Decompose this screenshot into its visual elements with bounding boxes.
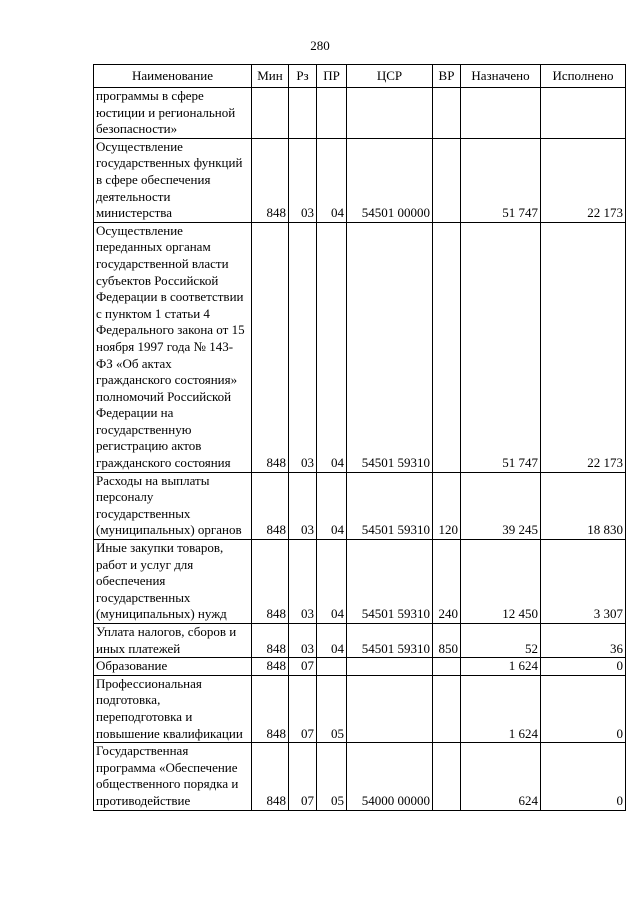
cell-executed — [541, 88, 626, 139]
cell-assigned: 39 245 — [461, 472, 541, 539]
table-row — [94, 138, 626, 222]
column-header-executed: Исполнено — [541, 65, 626, 88]
table-body — [94, 88, 626, 811]
cell-pr: 04 — [317, 138, 347, 222]
table-row — [94, 624, 626, 658]
cell-vr — [433, 743, 461, 810]
cell-executed: 18 830 — [541, 472, 626, 539]
cell-csr: 54501 59310 — [347, 540, 433, 624]
cell-executed: 0 — [541, 743, 626, 810]
cell-rz: 03 — [289, 138, 317, 222]
cell-vr — [433, 138, 461, 222]
column-header-assigned: Назначено — [461, 65, 541, 88]
cell-pr: 04 — [317, 540, 347, 624]
cell-csr: 54000 00000 — [347, 743, 433, 810]
cell-name: Расходы на выплаты персоналу государственных (муниципальных) органов — [94, 472, 252, 539]
cell-pr: 04 — [317, 472, 347, 539]
cell-vr — [433, 675, 461, 742]
cell-vr — [433, 658, 461, 676]
cell-rz — [289, 88, 317, 139]
cell-executed: 36 — [541, 624, 626, 658]
cell-name: Уплата налогов, сборов и иных платежей — [94, 624, 252, 658]
cell-csr — [347, 675, 433, 742]
cell-rz: 07 — [289, 675, 317, 742]
cell-rz: 03 — [289, 222, 317, 472]
cell-executed: 0 — [541, 675, 626, 742]
page-number: 280 — [310, 38, 330, 53]
cell-csr — [347, 88, 433, 139]
cell-rz: 03 — [289, 624, 317, 658]
cell-executed: 22 173 — [541, 222, 626, 472]
cell-executed: 22 173 — [541, 138, 626, 222]
cell-min: 848 — [252, 138, 289, 222]
cell-assigned: 1 624 — [461, 675, 541, 742]
cell-csr: 54501 59310 — [347, 222, 433, 472]
cell-min: 848 — [252, 675, 289, 742]
cell-assigned: 52 — [461, 624, 541, 658]
cell-rz: 07 — [289, 658, 317, 676]
cell-csr: 54501 59310 — [347, 624, 433, 658]
cell-executed: 3 307 — [541, 540, 626, 624]
cell-csr: 54501 59310 — [347, 472, 433, 539]
cell-min: 848 — [252, 658, 289, 676]
cell-pr: 05 — [317, 675, 347, 742]
cell-name: Государственная программа «Обеспечение общественного порядка и противодействие — [94, 743, 252, 810]
column-header-min: Мин — [252, 65, 289, 88]
cell-vr — [433, 88, 461, 139]
cell-pr — [317, 658, 347, 676]
cell-pr: 04 — [317, 624, 347, 658]
cell-min: 848 — [252, 624, 289, 658]
cell-vr — [433, 222, 461, 472]
cell-assigned: 624 — [461, 743, 541, 810]
cell-min — [252, 88, 289, 139]
table-row — [94, 675, 626, 742]
column-header-pr: ПР — [317, 65, 347, 88]
cell-rz: 03 — [289, 472, 317, 539]
cell-assigned: 51 747 — [461, 222, 541, 472]
column-header-vr: ВР — [433, 65, 461, 88]
table-header-row — [94, 65, 626, 88]
cell-name: Образование — [94, 658, 252, 676]
cell-pr: 04 — [317, 222, 347, 472]
cell-rz: 03 — [289, 540, 317, 624]
table-row — [94, 88, 626, 139]
column-header-name: Наименование — [94, 65, 252, 88]
cell-name: Осуществление переданных органам государственной власти субъектов Российской Федерации в соответствии с пунктом 1 статьи 4 Федерального закона от 15 ноября 1997 года № 143-ФЗ «Об актах гражданского состояния» полномочий Российской Федерации на государственную регистрацию актов гражданского состояния — [94, 222, 252, 472]
cell-name: программы в сфере юстиции и региональной безопасности» — [94, 88, 252, 139]
cell-vr: 850 — [433, 624, 461, 658]
cell-min: 848 — [252, 472, 289, 539]
cell-name: Осуществление государственных функций в сфере обеспечения деятельности министерства — [94, 138, 252, 222]
cell-executed: 0 — [541, 658, 626, 676]
cell-pr — [317, 88, 347, 139]
table-row — [94, 472, 626, 539]
cell-pr: 05 — [317, 743, 347, 810]
cell-vr: 120 — [433, 472, 461, 539]
budget-table — [93, 64, 626, 811]
table-row — [94, 222, 626, 472]
cell-assigned: 51 747 — [461, 138, 541, 222]
table-row — [94, 540, 626, 624]
cell-csr — [347, 658, 433, 676]
cell-assigned — [461, 88, 541, 139]
cell-min: 848 — [252, 540, 289, 624]
table-row — [94, 658, 626, 676]
cell-assigned: 12 450 — [461, 540, 541, 624]
column-header-csr: ЦСР — [347, 65, 433, 88]
column-header-rz: Рз — [289, 65, 317, 88]
cell-min: 848 — [252, 743, 289, 810]
cell-vr: 240 — [433, 540, 461, 624]
cell-name: Иные закупки товаров, работ и услуг для обеспечения государственных (муниципальных) нужд — [94, 540, 252, 624]
cell-csr: 54501 00000 — [347, 138, 433, 222]
cell-name: Профессиональная подготовка, переподготовка и повышение квалификации — [94, 675, 252, 742]
cell-min: 848 — [252, 222, 289, 472]
table-row — [94, 743, 626, 810]
cell-rz: 07 — [289, 743, 317, 810]
cell-assigned: 1 624 — [461, 658, 541, 676]
